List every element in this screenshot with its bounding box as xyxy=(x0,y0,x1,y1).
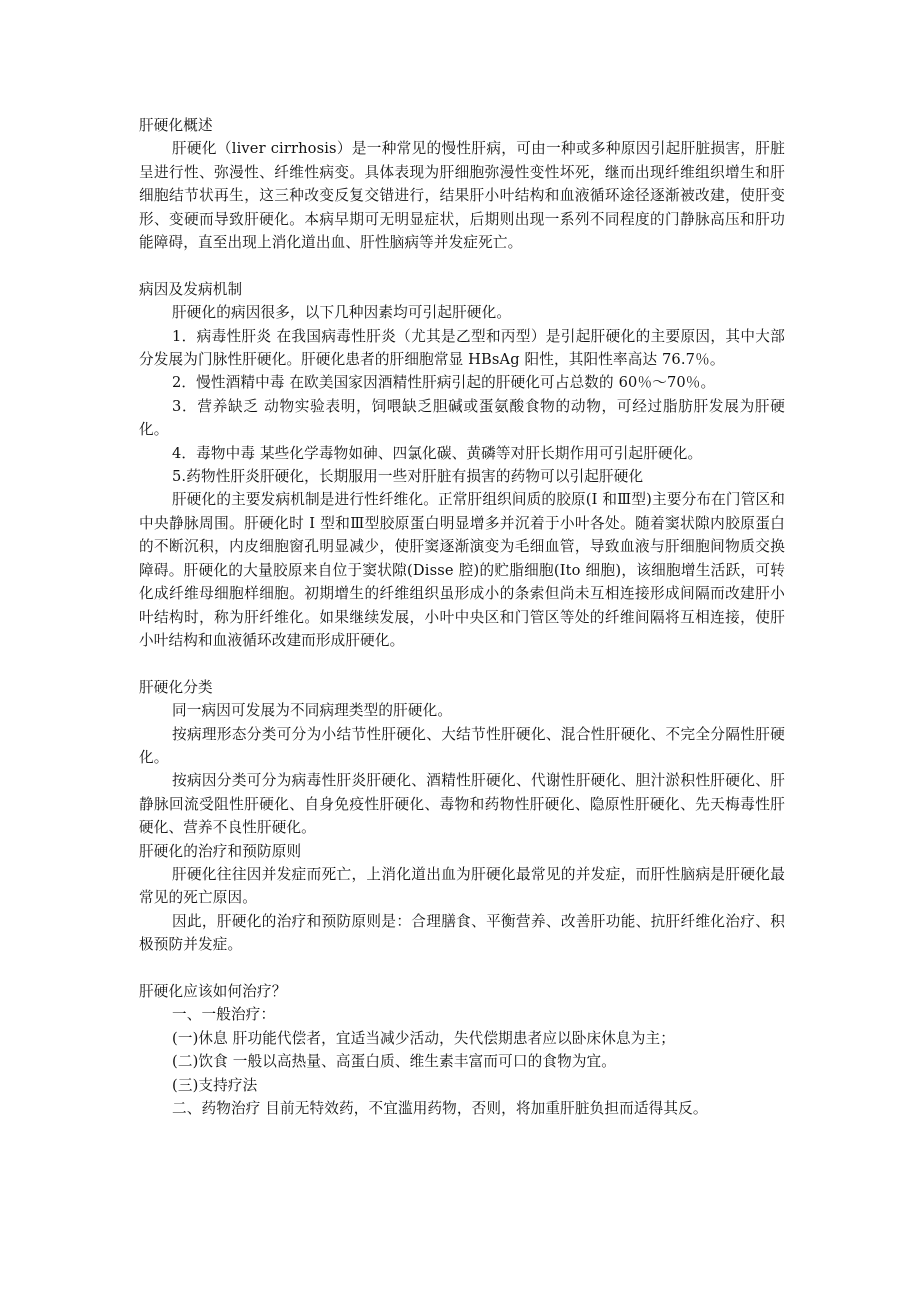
list-item: (二)饮食 一般以高热量、高蛋白质、维生素丰富而可口的食物为宜。 xyxy=(172,1053,617,1071)
paragraph: 肝硬化的主要发病机制是进行性纤维化。正常肝组织间质的胶原(I 和Ⅲ型)主要分布在门管区和中央静脉周围。肝硬化时 I 型和Ⅲ型胶原蛋白明显增多并沉着于小叶各处。随着窦状隙内胶原蛋白的不断沉积，内皮细胞窗孔明显减少，使肝窦逐渐演变为毛细血管，导致血液与肝细胞间物质交换障碍。肝硬化的大量胶原来自位于窦状隙(Disse 腔)的贮脂细胞(Ito 细胞)，该细胞增生活跃，可转化成纤维母细胞样细胞。初期增生的纤维组织虽形成小的条索但尚未互相连接形成间隔而改建肝小叶结构时，称为肝纤维化。如果继续发展，小叶中央区和门管区等处的纤维间隔将互相连接，使肝小叶结构和血液循环改建而形成肝硬化。 xyxy=(139,491,785,649)
section-classification xyxy=(139,676,785,840)
paragraph: 肝硬化（liver cirrhosis）是一种常见的慢性肝病，可由一种或多种原因引起肝脏损害，肝脏呈进行性、弥漫性、纤维性病变。具体表现为肝细胞弥漫性变性坏死，继而出现纤维组织增生和肝细胞结节状再生，这三种改变反复交错进行，结果肝小叶结构和血液循环途径逐渐被改建，使肝变形、变硬而导致肝硬化。本病早期可无明显症状，后期则出现一系列不同程度的门静脉高压和肝功能障碍，直至出现上消化道出血、肝性脑病等并发症死亡。 xyxy=(139,140,785,252)
list-item: 一、一般治疗： xyxy=(172,1006,276,1024)
paragraph: 2．慢性酒精中毒 在欧美国家因酒精性肝病引起的肝硬化可占总数的 60％～70％。 xyxy=(172,374,716,392)
paragraph: 肝硬化往往因并发症而死亡，上消化道出血为肝硬化最常见的并发症，而肝性脑病是肝硬化最常见的死亡原因。 xyxy=(139,865,785,907)
list-item: 二、药物治疗 目前无特效药，不宜滥用药物，否则，将加重肝脏负担而适得其反。 xyxy=(172,1100,708,1118)
section-principles xyxy=(139,840,785,957)
section-title: 肝硬化应该如何治疗？ xyxy=(139,982,287,1000)
paragraph: 肝硬化的病因很多，以下几种因素均可引起肝硬化。 xyxy=(172,304,512,322)
paragraph: 5.药物性肝炎肝硬化，长期服用一些对肝脏有损害的药物可以引起肝硬化 xyxy=(172,468,644,486)
section-overview xyxy=(139,114,785,254)
section-title: 肝硬化分类 xyxy=(139,678,213,696)
paragraph: 按病理形态分类可分为小结节性肝硬化、大结节性肝硬化、混合性肝硬化、不完全分隔性肝硬化。 xyxy=(139,725,785,766)
paragraph: 1．病毒性肝炎 在我国病毒性肝炎（尤其是乙型和丙型）是引起肝硬化的主要原因，其中大部分发展为门脉性肝硬化。肝硬化患者的肝细胞常显 HBsAg 阳性，其阳性率高达 76.7％。 xyxy=(139,327,785,369)
paragraph: 同一病因可发展为不同病理类型的肝硬化。 xyxy=(172,702,453,720)
section-title: 肝硬化的治疗和预防原则 xyxy=(139,842,302,860)
list-item: (一)休息 肝功能代偿者，宜适当减少活动，失代偿期患者应以卧床休息为主； xyxy=(172,1029,676,1047)
paragraph: 按病因分类可分为病毒性肝炎肝硬化、酒精性肝硬化、代谢性肝硬化、胆汁淤积性肝硬化、肝静脉回流受阻性肝硬化、自身免疫性肝硬化、毒物和药物性肝硬化、隐原性肝硬化、先天梅毒性肝硬化、营养不良性肝硬化。 xyxy=(139,772,785,837)
section-treatment xyxy=(139,980,785,1120)
paragraph: 3．营养缺乏 动物实验表明，饲喂缺乏胆碱或蛋氨酸食物的动物，可经过脂肪肝发展为肝硬化。 xyxy=(139,397,785,439)
paragraph: 4．毒物中毒 某些化学毒物如砷、四氯化碳、黄磷等对肝长期作用可引起肝硬化。 xyxy=(172,444,703,462)
section-etiology xyxy=(139,278,785,653)
paragraph: 因此，肝硬化的治疗和预防原则是：合理膳食、平衡营养、改善肝功能、抗肝纤维化治疗、积极预防并发症。 xyxy=(139,912,785,954)
document-page xyxy=(139,114,785,1120)
section-title: 肝硬化概述 xyxy=(139,117,213,134)
section-title: 病因及发病机制 xyxy=(139,280,243,298)
list-item: (三)支持疗法 xyxy=(172,1076,258,1094)
